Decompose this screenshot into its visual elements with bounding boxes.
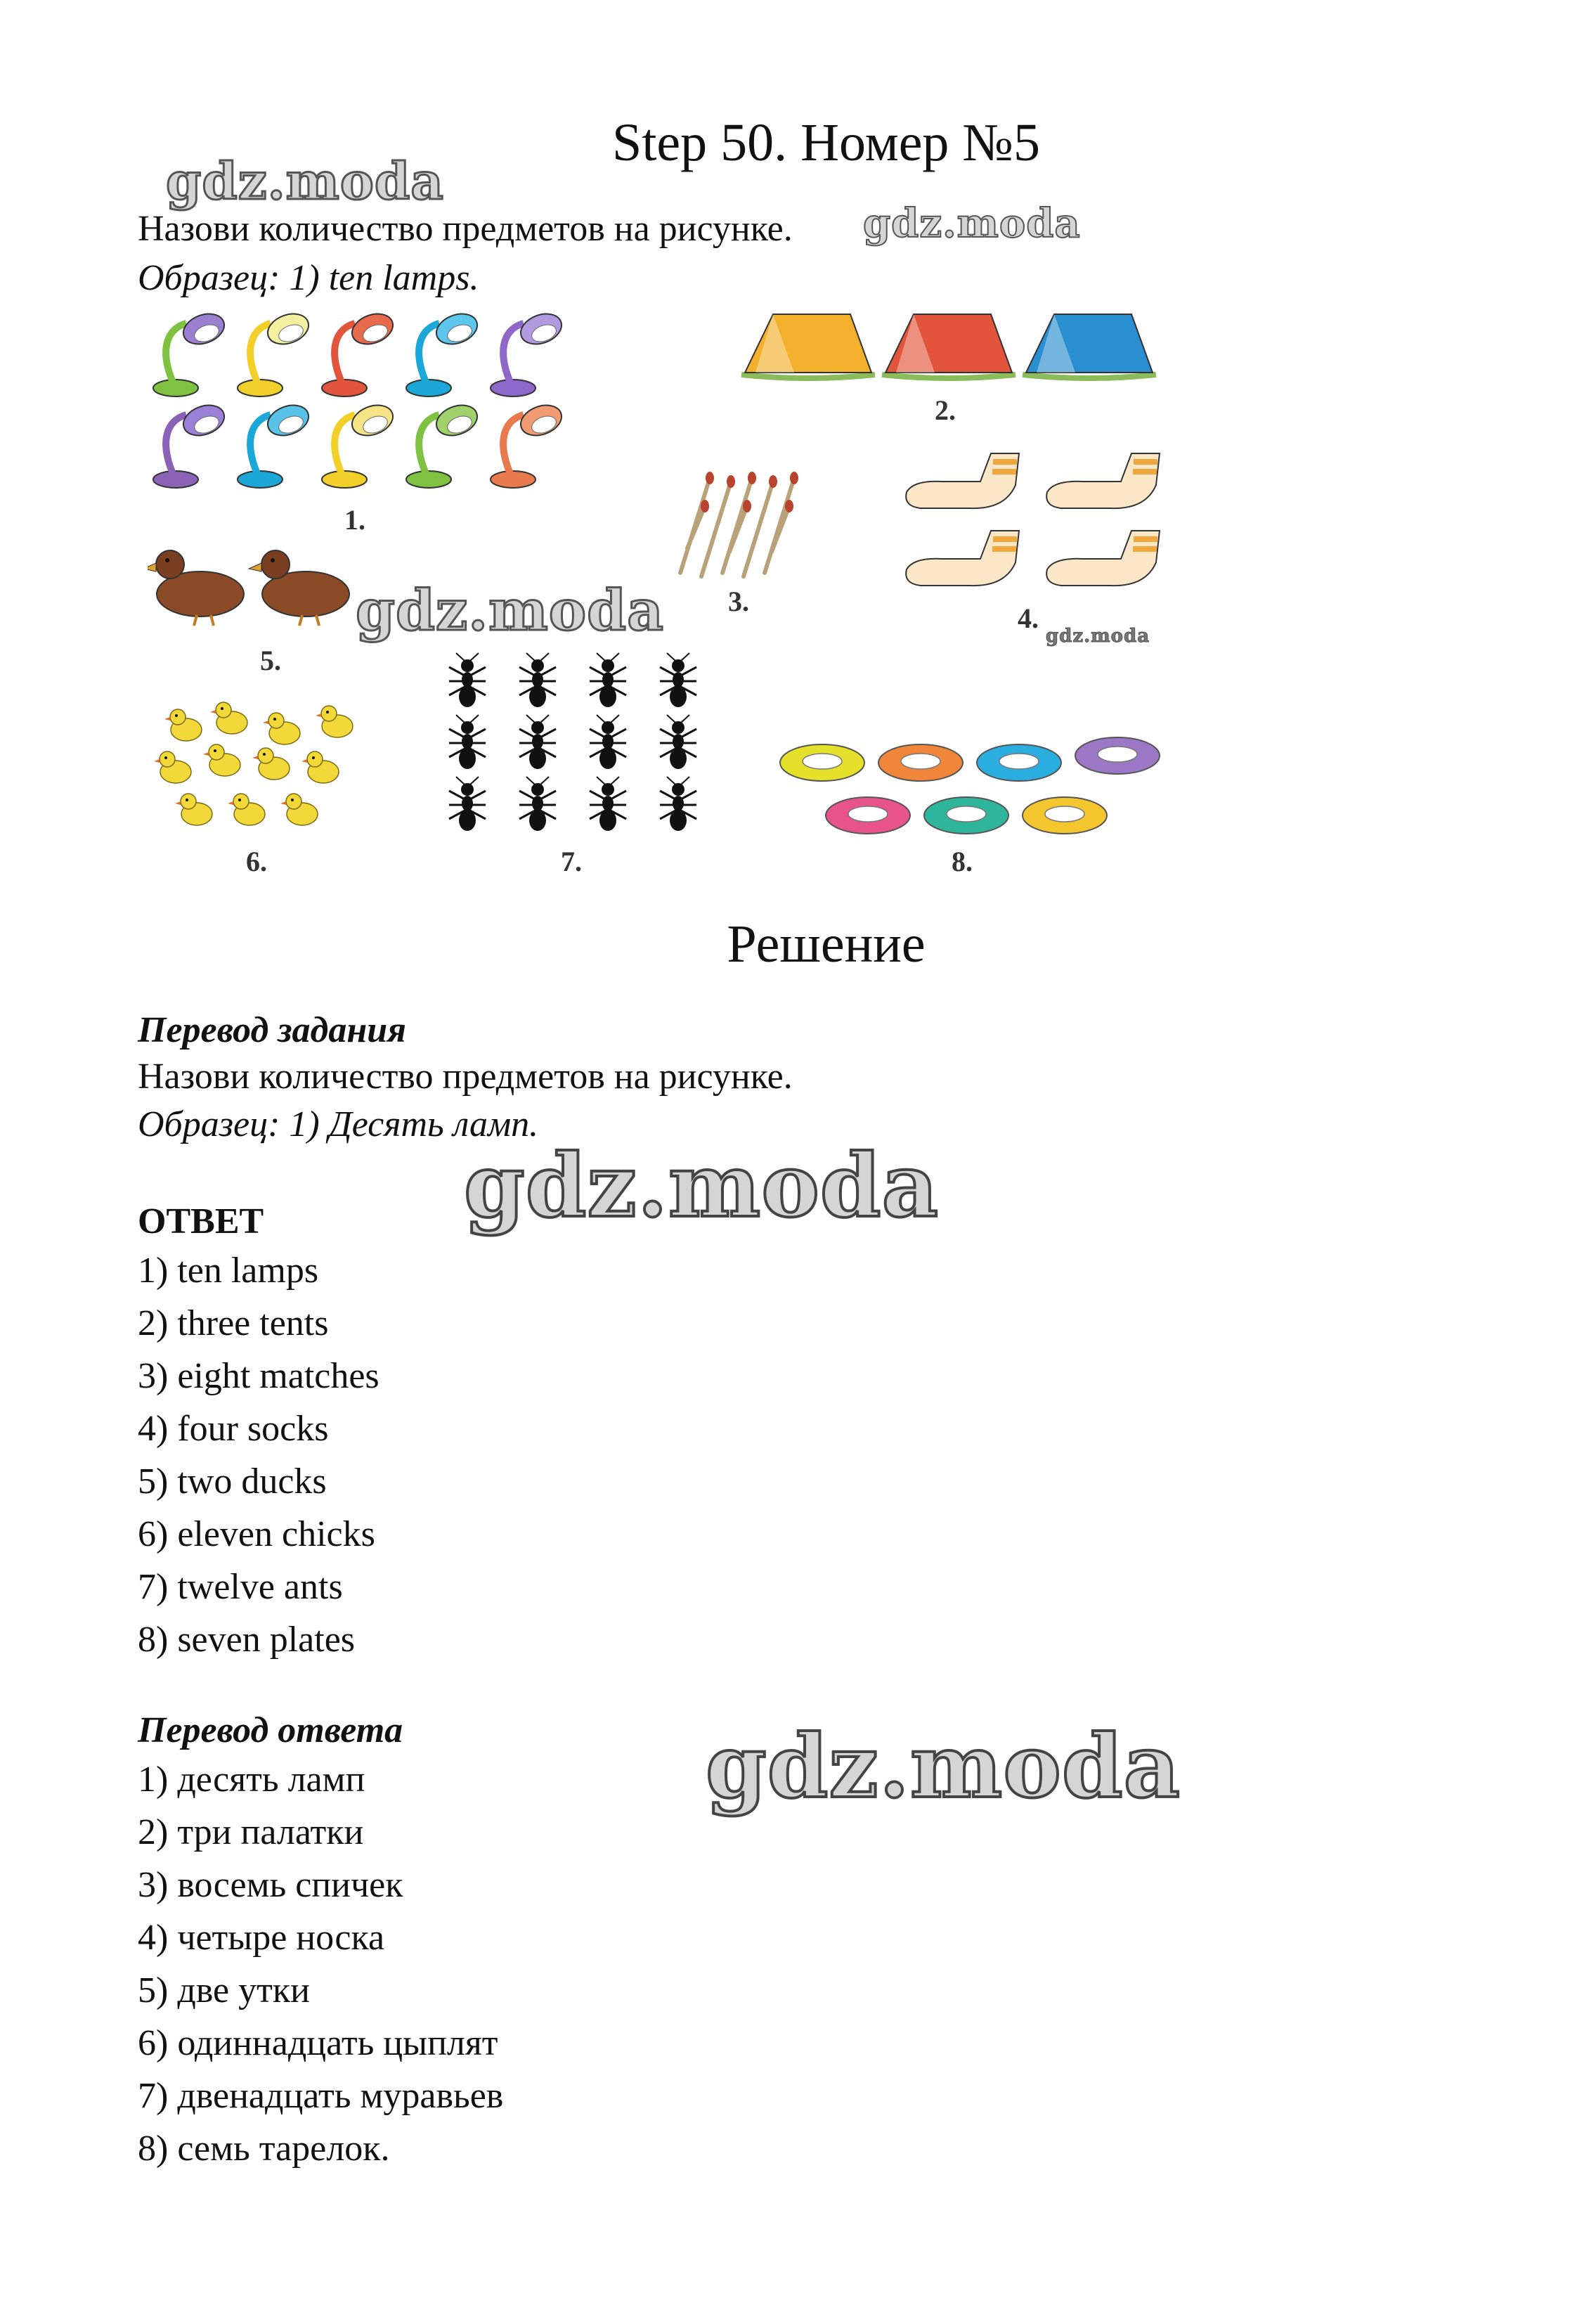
figure-label-3: 3.: [728, 586, 749, 617]
chick-icon: [316, 706, 353, 737]
chick-icon: [164, 709, 202, 741]
lamp-icon: [491, 400, 566, 488]
answer-item: 3) eight matches: [138, 1356, 379, 1396]
chick-icon: [301, 751, 339, 783]
ant-icon: [449, 777, 486, 831]
figure-label-6: 6.: [246, 846, 267, 877]
plate-icon: [878, 744, 963, 781]
watermark: gdz.moda: [356, 577, 664, 643]
chick-icon: [280, 794, 318, 825]
duck-icon: [148, 550, 244, 626]
solution-heading: Решение: [727, 915, 926, 974]
plate-icon: [977, 744, 1061, 781]
figure-label-1: 1.: [344, 504, 365, 536]
task-sample: [138, 260, 479, 297]
watermark: gdz.moda: [464, 1135, 939, 1237]
plate-icon: [826, 797, 910, 834]
ant-icon: [519, 777, 556, 831]
sample-prefix: Образец:: [138, 258, 280, 298]
plate-icon: [1023, 797, 1107, 834]
answer-item: 7) twelve ants: [138, 1567, 343, 1607]
answer-translation-item: 3) восемь спичек: [138, 1865, 403, 1905]
plate-icon: [1075, 737, 1160, 774]
answer-heading: ОТВЕТ: [138, 1201, 264, 1241]
task-instruction: Назови количество предметов на рисунке.: [138, 209, 793, 249]
answer-item: 8) seven plates: [138, 1620, 356, 1660]
lamp-icon: [153, 400, 228, 488]
ant-icon: [519, 715, 556, 769]
chick-icon: [263, 713, 300, 744]
watermark: gdz.moda: [706, 1716, 1181, 1818]
answer-item: 4) four socks: [138, 1409, 329, 1449]
duck-icon: [249, 550, 349, 626]
lamp-icon: [322, 400, 397, 488]
answer-translation-item: 6) одиннадцать цыплят: [138, 2023, 498, 2063]
answer-translation-heading: Перевод ответа: [138, 1710, 403, 1750]
tent-icon: [741, 314, 875, 378]
lamp-icon: [406, 309, 481, 396]
ants-picture: [436, 650, 717, 833]
chick-icon: [203, 744, 240, 776]
chick-icon: [154, 751, 191, 783]
socks-picture: [900, 446, 1174, 594]
page-title: Step 50. Номер №5: [612, 113, 1040, 172]
translation-heading: Перевод задания: [138, 1010, 406, 1050]
ant-icon: [590, 715, 626, 769]
chicks-picture: [151, 696, 376, 829]
ant-icon: [590, 653, 626, 707]
chick-icon: [228, 794, 265, 825]
figure-label-8: 8.: [952, 846, 973, 877]
tent-icon: [882, 314, 1016, 378]
figure-label-4: 4.: [1018, 602, 1039, 634]
tents-picture: [738, 306, 1167, 383]
chick-icon: [252, 748, 290, 780]
chick-icon: [210, 702, 247, 734]
ducks-picture: [148, 545, 365, 629]
translation-sample-value: 1) Десять ламп.: [289, 1104, 539, 1144]
ant-icon: [449, 715, 486, 769]
sock-icon: [906, 531, 1019, 586]
lamp-icon: [238, 309, 313, 396]
answer-item: 2) three tents: [138, 1303, 329, 1343]
matches-picture: [666, 464, 828, 583]
lamp-icon: [491, 309, 566, 396]
translation-sample-prefix: Образец:: [138, 1104, 280, 1144]
ant-icon: [590, 777, 626, 831]
chick-icon: [175, 794, 212, 825]
watermark: gdz.moda: [1046, 626, 1150, 647]
tent-icon: [1023, 314, 1156, 378]
figure-label-5: 5.: [260, 645, 281, 676]
answer-translation-item: 7) двенадцать муравьев: [138, 2076, 504, 2116]
sock-icon: [1046, 531, 1160, 586]
answer-translation-item: 5) две утки: [138, 1970, 310, 2010]
plates-picture: [773, 731, 1174, 844]
answer-item: 1) ten lamps: [138, 1251, 319, 1291]
figure-label-2: 2.: [935, 394, 956, 426]
watermark: gdz.moda: [863, 200, 1081, 247]
answer-item: 5) two ducks: [138, 1461, 327, 1502]
plate-icon: [924, 797, 1008, 834]
answer-translation-item: 1) десять ламп: [138, 1760, 365, 1800]
lamp-icon: [406, 400, 481, 488]
answer-translation-item: 4) четыре носка: [138, 1918, 385, 1958]
lamps-picture: [148, 309, 583, 499]
lamp-icon: [238, 400, 313, 488]
ant-icon: [449, 653, 486, 707]
translation-sample: [138, 1106, 538, 1143]
lamp-icon: [153, 309, 228, 396]
sock-icon: [1046, 453, 1160, 508]
figure-label-7: 7.: [561, 846, 582, 877]
translation-instruction: Назови количество предметов на рисунке.: [138, 1057, 793, 1097]
lamp-icon: [322, 309, 397, 396]
answer-item: 6) eleven chicks: [138, 1514, 375, 1554]
sock-icon: [906, 453, 1019, 508]
watermark: gdz.moda: [166, 151, 444, 211]
answer-translation-item: 2) три палатки: [138, 1812, 364, 1852]
plate-icon: [780, 744, 864, 781]
ant-icon: [660, 653, 696, 707]
ant-icon: [660, 715, 696, 769]
sample-value: 1) ten lamps.: [289, 258, 479, 298]
ant-icon: [519, 653, 556, 707]
ant-icon: [660, 777, 696, 831]
answer-translation-item: 8) семь тарелок.: [138, 2129, 390, 2169]
